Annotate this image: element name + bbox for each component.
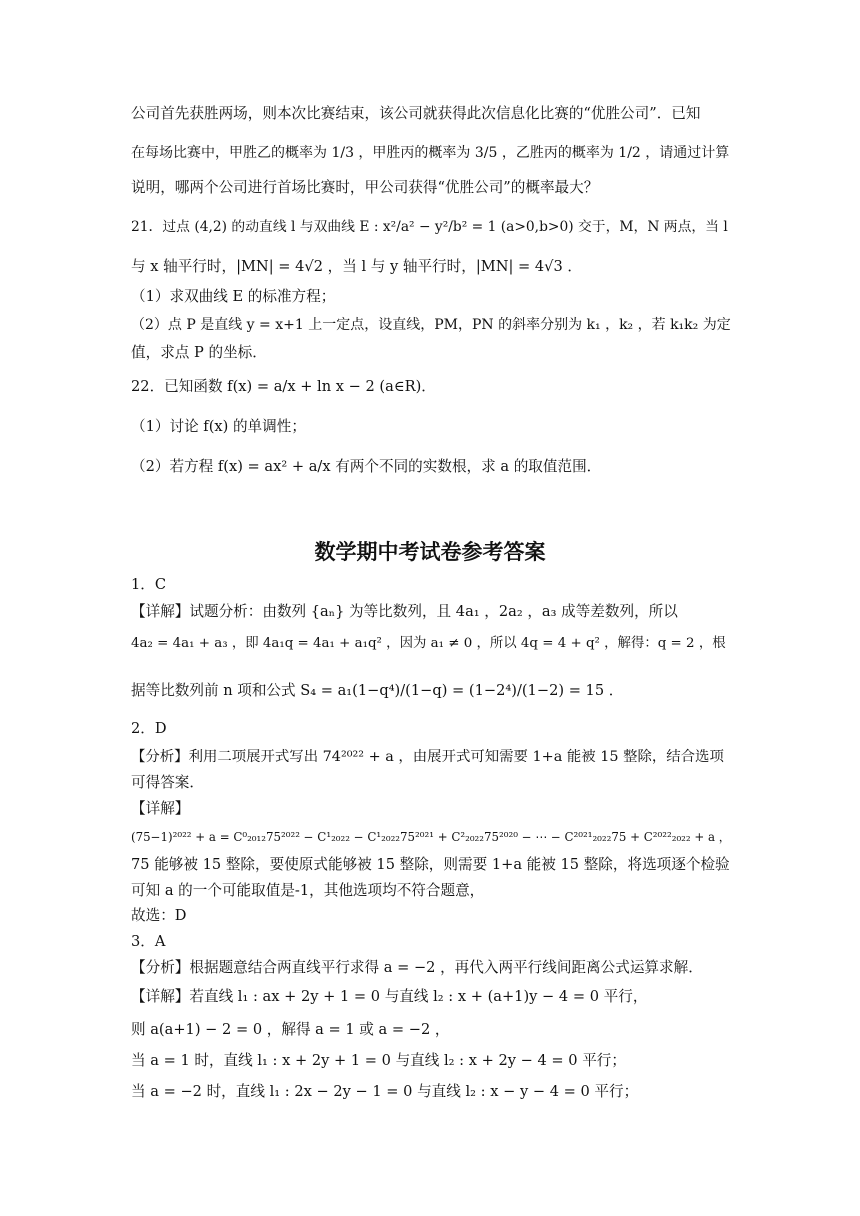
answer-2-analysis-line-1: 【分析】利用二项展开式写出 74²⁰²² + a ，由展开式可知需要 1+a 能被 15 整除，结合选项 (131, 749, 724, 765)
answer-1-detail-line-3: 据等比数列前 n 项和公式 S₄ = a₁(1−q⁴)/(1−q) = (1−2⁴)/(1−2) = 15 ． (131, 682, 624, 699)
problem-21-line-2: 与 x 轴平行时，|MN| = 4√2 ，当 l 与 y 轴平行时，|MN| = 4√3 ． (131, 258, 583, 275)
answer-3-analysis: 【分析】根据题意结合两直线平行求得 a = −2 ，再代入两平行线间距离公式运算求解． (131, 959, 703, 976)
problem-20-line-1: 公司首先获胜两场，则本次比赛结束，该公司就获得此次信息化比赛的“优胜公司”．已知 (131, 105, 701, 122)
answer-3-detail-line-2: 则 a(a+1) − 2 = 0 ，解得 a = 1 或 a = −2 ， (131, 1021, 450, 1038)
problem-21-part-2-line-2: 值，求点 P 的坐标． (131, 344, 267, 361)
answer-1-detail-line-1: 【详解】试题分析：由数列 {aₙ} 为等比数列，且 4a₁ ，2a₂ ，a₃ 成等差数列，所以 (131, 603, 678, 620)
answer-3-detail-line-1: 【详解】若直线 l₁ : ax + 2y + 1 = 0 与直线 l₂ : x + (a+1)y − 4 = 0 平行， (131, 988, 648, 1005)
problem-22-line-1: 22．已知函数 f(x) = a/x + ln x − 2 (a∈R)． (131, 378, 436, 395)
answer-3-label: 3．A (131, 933, 166, 950)
answer-2-choice: 故选：D (131, 907, 187, 924)
answer-2-detail-heading: 【详解】 (131, 800, 190, 817)
problem-21-part-2-line-1: （2）点 P 是直线 y = x+1 上一定点，设直线，PM，PN 的斜率分别为 k₁ ，k₂ ，若 k₁k₂ 为定 (131, 317, 731, 333)
problem-20-line-3: 说明，哪两个公司进行首场比赛时，甲公司获得“优胜公司”的概率最大？ (131, 179, 599, 196)
problem-22-part-1: （1）讨论 f(x) 的单调性； (131, 418, 306, 435)
answer-2-analysis-line-2: 可得答案． (131, 774, 204, 791)
answers-title: 数学期中考试卷参考答案 (314, 540, 546, 564)
answer-2-detail-line-2: 75 能够被 15 整除，要使原式能够被 15 整除，则需要 1+a 能被 15 整除，将选项逐个检验 (131, 856, 730, 873)
problem-21-line-1: 21．过点 (4,2) 的动直线 l 与双曲线 E : x²/a² − y²/b² = 1 (a>0,b>0) 交于，M，N 两点，当 l (131, 219, 728, 235)
answer-1-detail-line-2: 4a₂ = 4a₁ + a₃ ，即 4a₁q = 4a₁ + a₁q² ，因为 a₁ ≠ 0 ，所以 4q = 4 + q² ，解得：q = 2 ，根 (131, 636, 726, 651)
problem-20-line-2: 在每场比赛中，甲胜乙的概率为 1/3 ，甲胜丙的概率为 3/5 ，乙胜丙的概率为 1/2 ，请通过计算 (131, 145, 730, 161)
problem-21-part-1: （1）求双曲线 E 的标准方程； (131, 288, 336, 305)
answer-2-detail-line-3: 可知 a 的一个可能取值是-1，其他选项均不符合题意， (131, 882, 485, 899)
answer-3-detail-line-3: 当 a = 1 时，直线 l₁ : x + 2y + 1 = 0 与直线 l₂ : x + 2y − 4 = 0 平行； (131, 1052, 626, 1069)
answer-3-detail-line-4: 当 a = −2 时，直线 l₁ : 2x − 2y − 1 = 0 与直线 l₂ : x − y − 4 = 0 平行； (131, 1083, 639, 1100)
answer-2-label: 2．D (131, 720, 167, 737)
answer-2-detail-line-1: (75−1)²⁰²² + a = C⁰₂₀₁₂75²⁰²² − C¹₂₀₂₂ − C¹₂₀₂₂75²⁰²¹ + C²₂₀₂₂75²⁰²⁰ − ⋯ − C²⁰²¹₂₀₂₂75 + C²⁰²²₂₀₂₂ + a ， (131, 830, 731, 844)
problem-22-part-2: （2）若方程 f(x) = ax² + a/x 有两个不同的实数根，求 a 的取值范围． (131, 458, 602, 475)
answer-1-label: 1．C (131, 576, 167, 593)
